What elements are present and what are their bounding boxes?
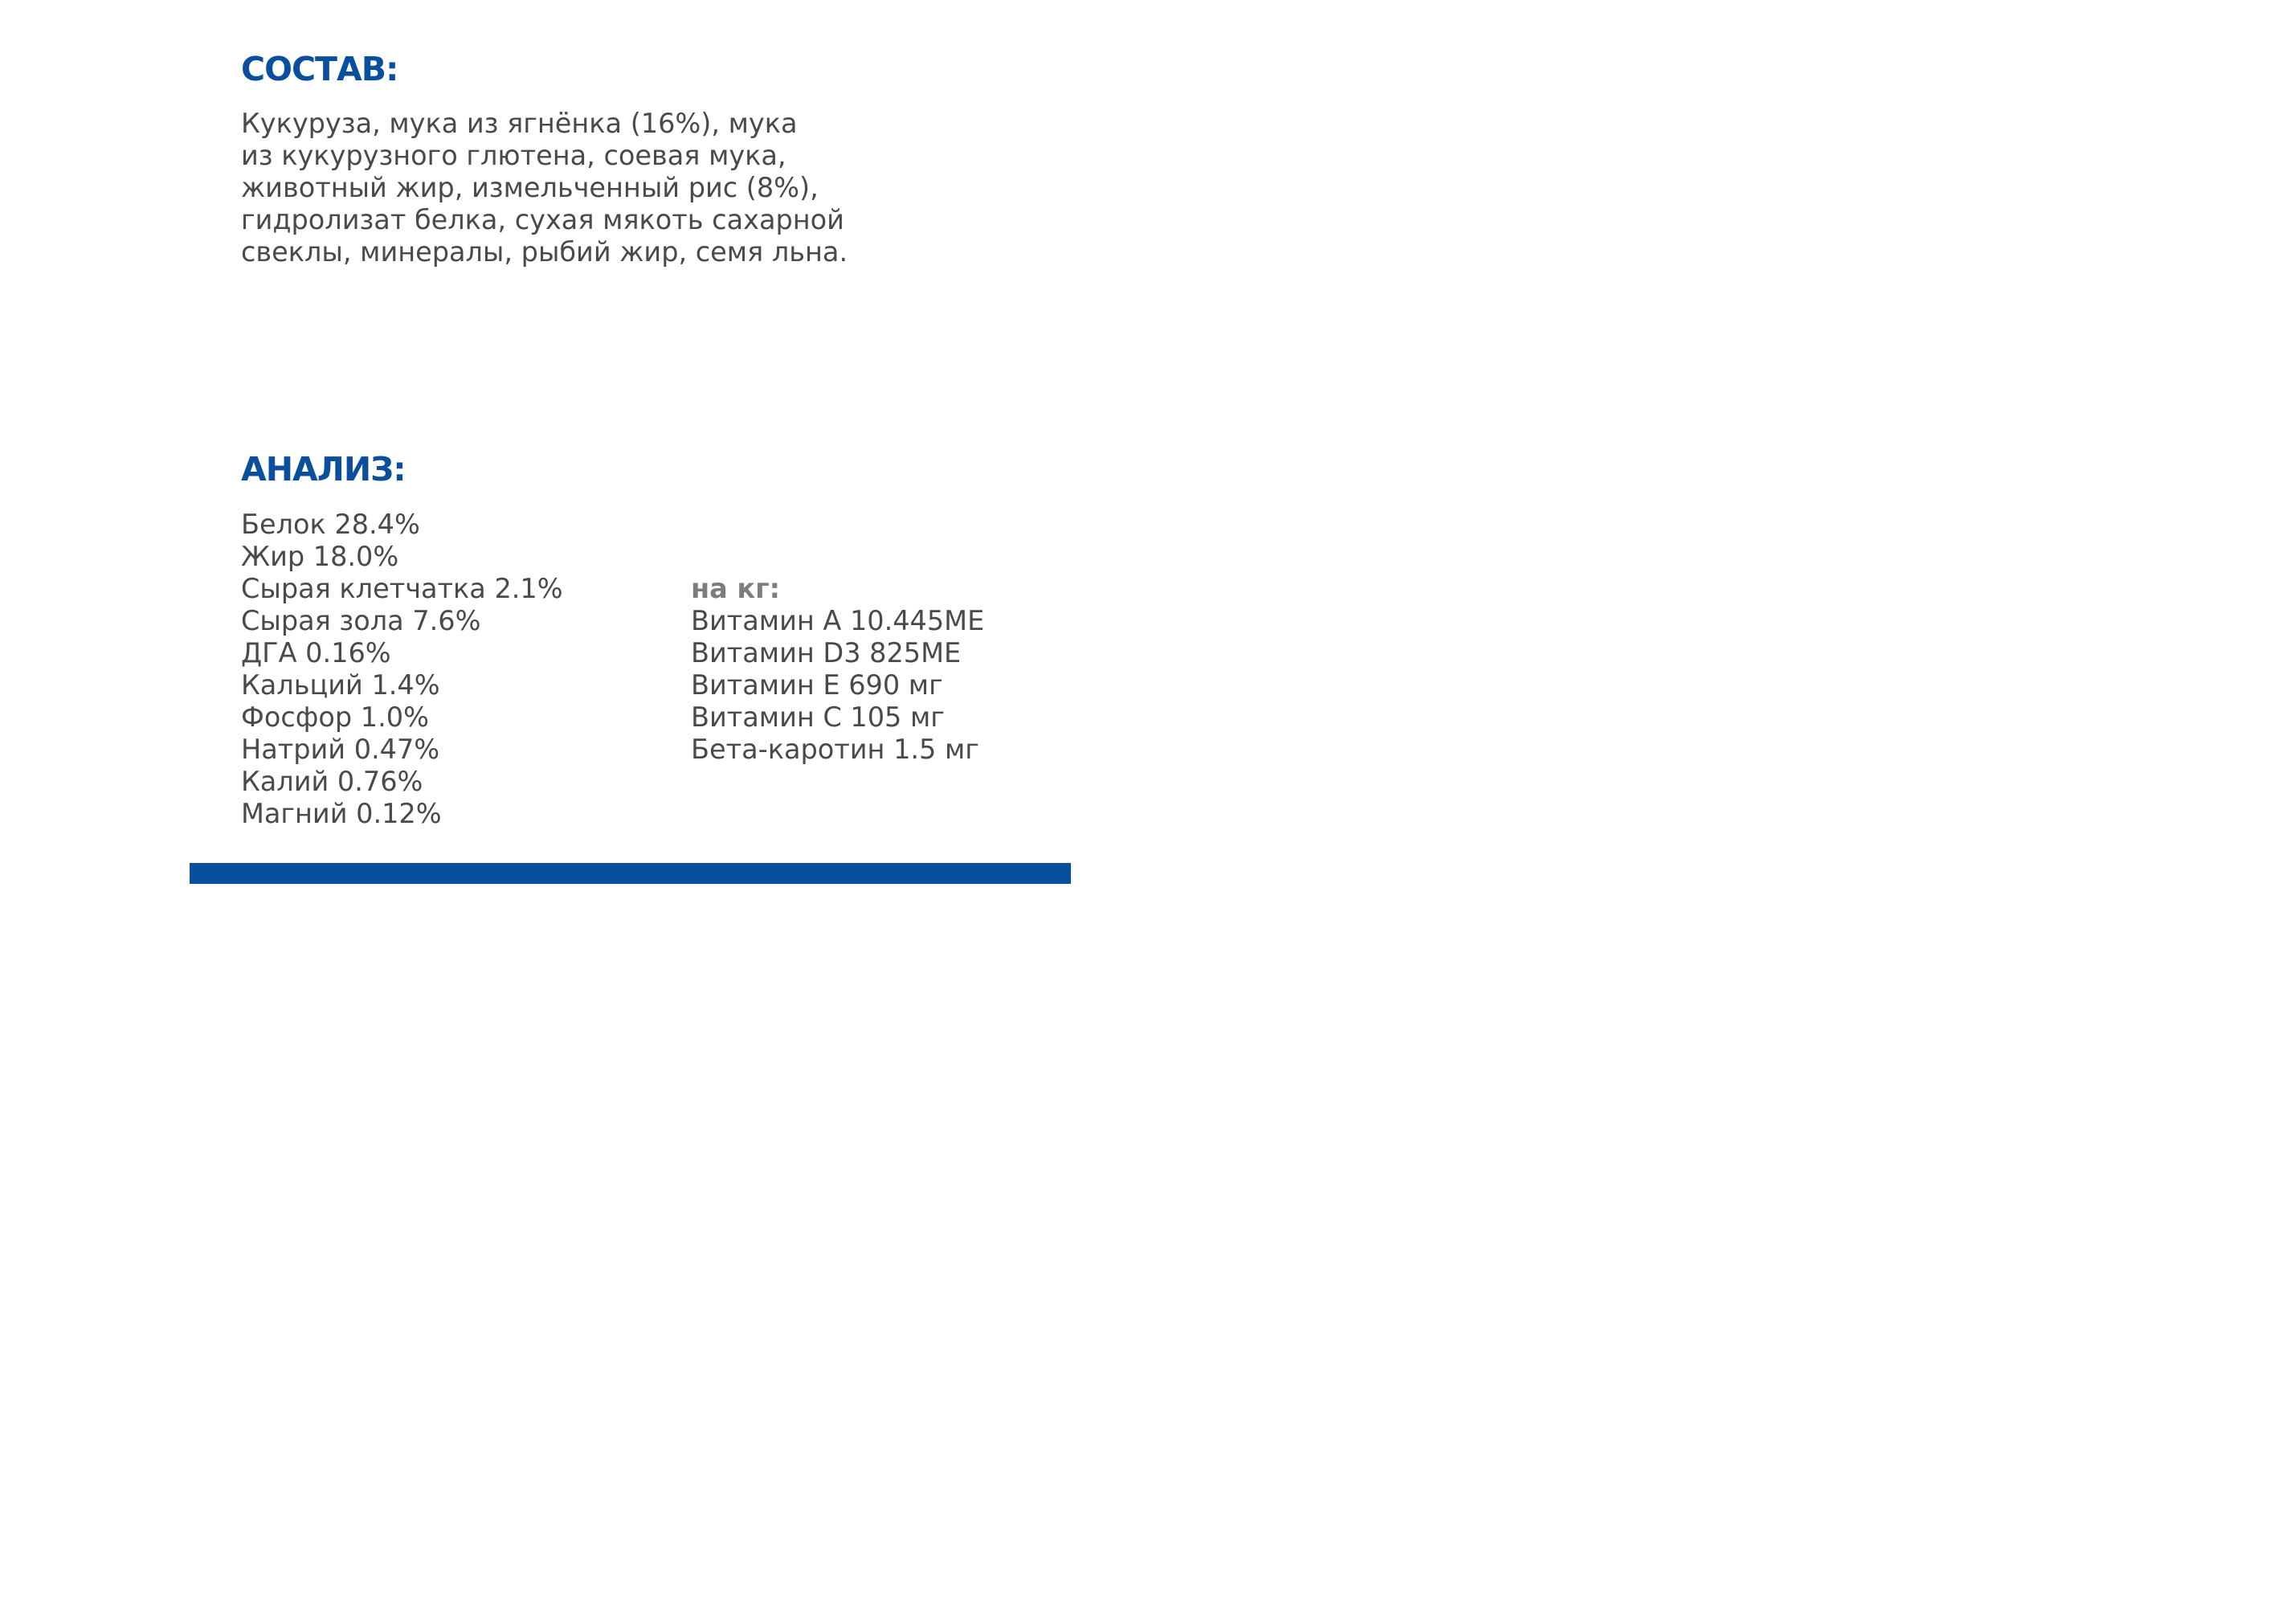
composition-line: из кукурузного глютена, соевая мука,	[241, 140, 786, 171]
per-kg-label: на кг:	[691, 573, 781, 604]
analysis-item: Фосфор 1.0%	[241, 701, 429, 733]
composition-line: Кукуруза, мука из ягнёнка (16%), мука	[241, 108, 798, 139]
analysis-item: Белок 28.4%	[241, 509, 420, 540]
vitamins-list	[691, 605, 984, 766]
analysis-item: Натрий 0.47%	[241, 734, 440, 765]
per-kg-block	[691, 573, 984, 766]
analysis-item: Жир 18.0%	[241, 541, 399, 572]
analysis-item: Сырая зола 7.6%	[241, 605, 481, 636]
analysis-item: Сырая клетчатка 2.1%	[241, 573, 563, 604]
analysis-item: Кальций 1.4%	[241, 669, 440, 701]
vitamin-item: Бета-каротин 1.5 мг	[691, 734, 979, 765]
vitamin-item: Витамин А 10.445МЕ	[691, 605, 985, 636]
composition-heading: СОСТАВ:	[241, 50, 398, 88]
analysis-item: Магний 0.12%	[241, 798, 442, 829]
composition-line: свеклы, минералы, рыбий жир, семя льна.	[241, 236, 848, 268]
analysis-list	[241, 509, 563, 830]
bottom-accent-bar	[190, 863, 1071, 884]
composition-line: гидролизат белка, сухая мякоть сахарной	[241, 204, 844, 235]
analysis-item: Калий 0.76%	[241, 766, 423, 797]
vitamin-item: Витамин С 105 мг	[691, 701, 945, 733]
vitamin-item: Витамин D3 825МЕ	[691, 637, 962, 669]
analysis-heading: АНАЛИЗ:	[241, 450, 406, 489]
composition-text	[241, 108, 964, 268]
analysis-item: ДГА 0.16%	[241, 637, 391, 669]
composition-line: животный жир, измельченный рис (8%),	[241, 172, 819, 203]
vitamin-item: Витамин Е 690 мг	[691, 669, 943, 701]
